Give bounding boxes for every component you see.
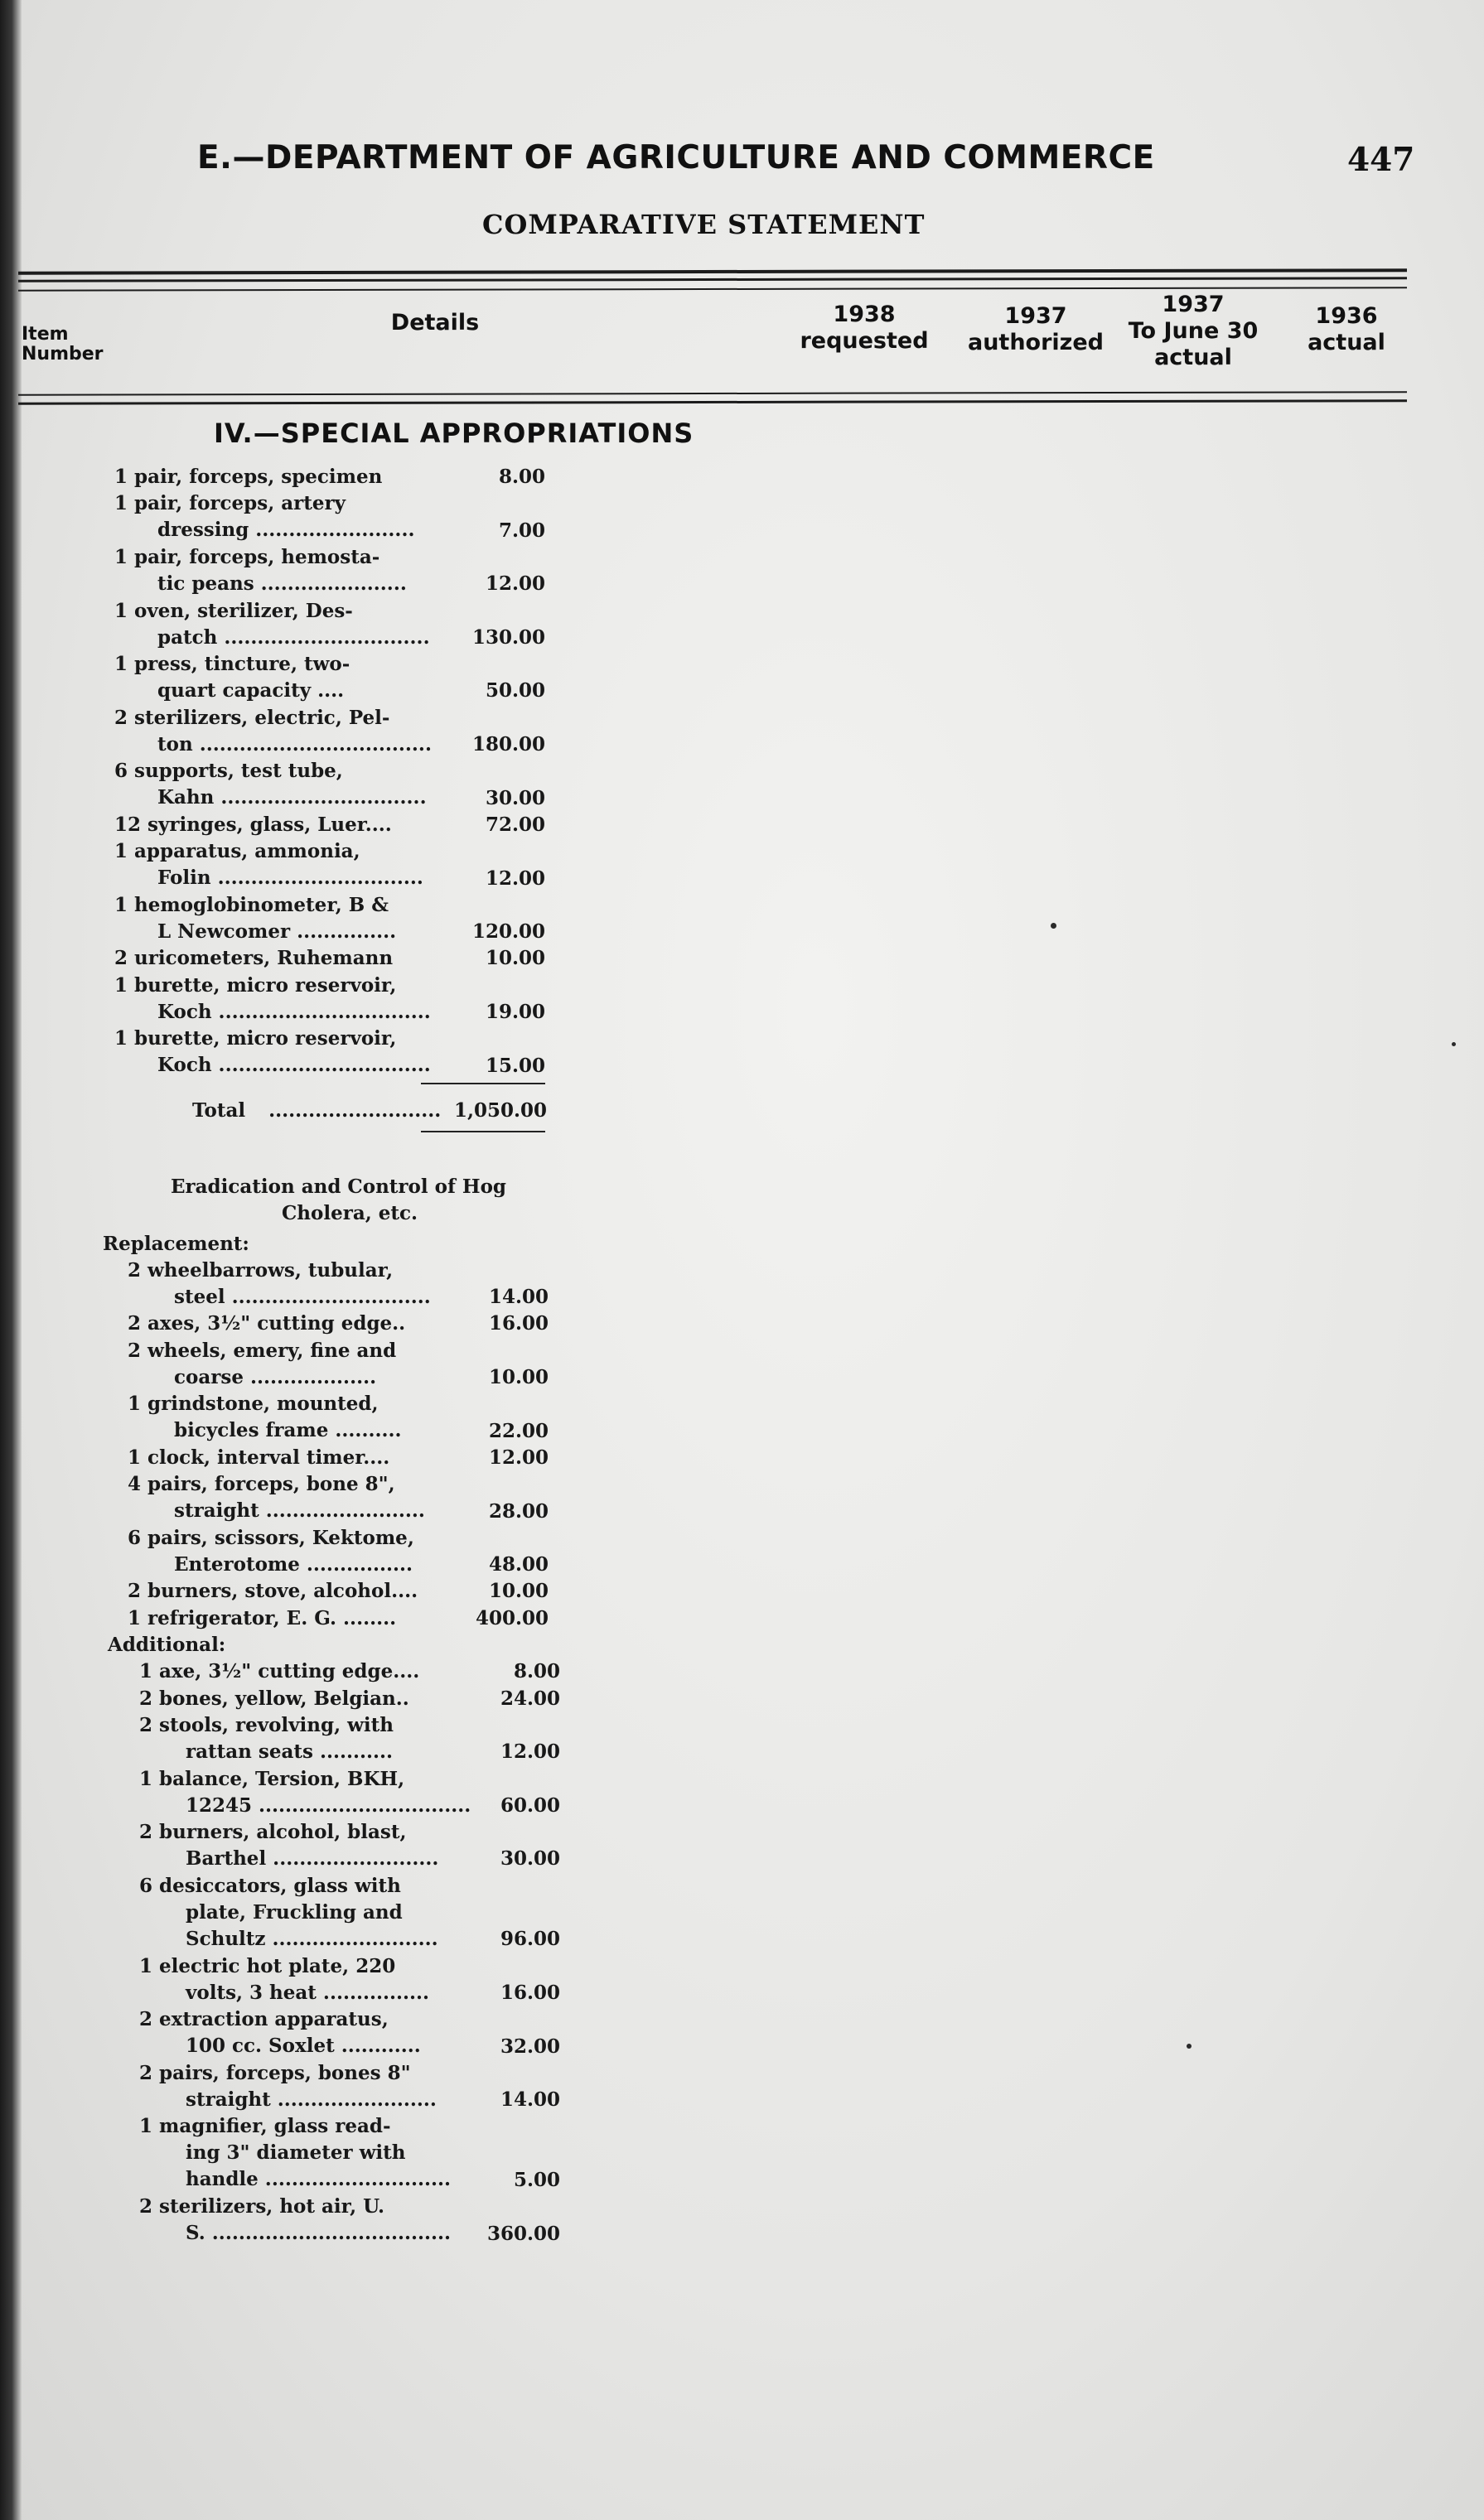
- line-item-text: patch ...............................: [157, 625, 430, 649]
- header-rule-top-third: [18, 287, 1407, 292]
- line-item-amount: 10.00: [488, 1580, 549, 1603]
- line-item-text: Folin ...............................: [157, 867, 423, 890]
- header-rule-bottom: [18, 391, 1407, 396]
- line-item-amount: 22.00: [488, 1419, 549, 1442]
- line-item-amount: 60.00: [500, 1793, 560, 1817]
- line-item-text: Barthel .........................: [186, 1847, 439, 1871]
- line-item-description: [128, 1258, 431, 1311]
- column-header-item-line1: Item: [22, 324, 69, 345]
- line-item-text: 2 axes, 3½" cutting edge..: [128, 1312, 406, 1335]
- line-item-text: steel ..............................: [174, 1285, 431, 1308]
- line-item-amount: 10.00: [488, 1366, 549, 1388]
- line-item-text: straight ........................: [174, 1499, 425, 1523]
- line-item-text: 100 cc. Soxlet ............: [186, 2035, 421, 2058]
- line-item-text: 1 grindstone, mounted,: [128, 1393, 379, 1416]
- line-item-text: S. ....................................: [186, 2222, 452, 2245]
- line-item-description: [128, 1525, 414, 1578]
- column-header-item-number: [22, 325, 113, 364]
- line-item-amount: 10.00: [485, 947, 545, 970]
- line-item-description: [114, 464, 382, 490]
- line-item-text: 1 magnifier, glass read-: [139, 2115, 391, 2138]
- eradication-heading-line: Cholera, etc.: [282, 1202, 418, 1225]
- line-item-amount: 12.00: [485, 867, 545, 890]
- line-item-text: 1 hemoglobinometer, B &: [114, 893, 389, 916]
- line-item-text: Enterotome ................: [174, 1552, 413, 1576]
- column-header-item-line2: Number: [22, 344, 104, 364]
- line-item-text: 6 pairs, scissors, Kektome,: [128, 1526, 414, 1549]
- line-item-text: rattan seats ...........: [186, 1740, 394, 1763]
- line-item-description: [139, 1953, 429, 2006]
- column-header-to-june-label: To June 30: [1128, 318, 1259, 344]
- line-item-amount: 180.00: [471, 733, 545, 756]
- line-item-amount: 5.00: [513, 2169, 560, 2191]
- page-speck: [1452, 1042, 1456, 1046]
- line-item-description: [114, 598, 430, 651]
- line-item-description: [114, 758, 427, 811]
- line-item-description: [128, 1338, 396, 1391]
- section-title: IV.—SPECIAL APPROPRIATIONS: [214, 418, 694, 449]
- line-item-text: Kahn ...............................: [157, 786, 427, 809]
- total-label: [192, 1098, 441, 1124]
- line-item-text: 1 apparatus, ammonia,: [114, 840, 360, 863]
- line-item-text: 1 pair, forceps, artery: [114, 492, 346, 515]
- line-item-amount: 96.00: [500, 1928, 560, 1951]
- line-item-description: [139, 1819, 438, 1872]
- line-item-text: tic peans ......................: [157, 572, 407, 595]
- page-binding-edge: [0, 0, 22, 2520]
- line-item-amount: 16.00: [488, 1312, 549, 1335]
- line-item-description: [139, 2113, 451, 2193]
- line-item-description: [128, 1311, 405, 1337]
- line-item-text: Koch ................................: [157, 1054, 431, 1077]
- line-item-text: 6 supports, test tube,: [114, 760, 343, 783]
- line-item-text: bicycles frame ..........: [174, 1419, 402, 1442]
- line-item-amount: 8.00: [513, 1660, 560, 1683]
- line-item-text: dressing ........................: [157, 519, 415, 542]
- line-item-description: [128, 1578, 418, 1605]
- line-item-description: [139, 1766, 471, 1819]
- page-speck: [1187, 2044, 1192, 2049]
- column-header-to-june-year: 1937: [1162, 292, 1225, 317]
- header-rule-top-second: [18, 277, 1407, 282]
- line-item-amount: 28.00: [488, 1499, 549, 1523]
- line-item-text: 2 wheels, emery, fine and: [128, 1339, 397, 1362]
- page-number: 447: [1347, 141, 1415, 179]
- line-item-amount: 400.00: [475, 1606, 549, 1629]
- line-item-text: 2 extraction apparatus,: [139, 2008, 389, 2031]
- line-item-amount: 50.00: [485, 679, 545, 702]
- line-item-text: Schultz .........................: [186, 1927, 438, 1950]
- line-item-description: [114, 651, 350, 704]
- line-item-description: [128, 1605, 396, 1632]
- line-item-description: [128, 1445, 389, 1471]
- column-header-details: [340, 310, 530, 336]
- line-item-text: straight ........................: [186, 2088, 437, 2111]
- line-item-amount: 14.00: [488, 1286, 549, 1309]
- line-item-description: [128, 1391, 401, 1444]
- line-item-text: 1 electric hot plate, 220: [139, 1954, 396, 1977]
- line-item-amount: 15.00: [485, 1054, 545, 1077]
- line-item-text: 1 axe, 3½" cutting edge....: [139, 1660, 420, 1683]
- total-rule-below: [421, 1131, 545, 1132]
- replacement-label: Replacement:: [103, 1232, 249, 1255]
- line-item-description: [114, 973, 431, 1026]
- line-item-amount: 120.00: [471, 920, 545, 944]
- column-header-1937-authorized: [961, 303, 1110, 356]
- column-header-1936-year: 1936: [1315, 303, 1378, 329]
- line-item-description: [139, 2006, 421, 2059]
- column-header-1937-to-june: [1119, 292, 1268, 371]
- line-item-description: [114, 812, 392, 838]
- column-header-1936-actual: [1293, 303, 1400, 356]
- line-item-text: coarse ...................: [174, 1365, 377, 1388]
- line-item-amount: 48.00: [488, 1553, 549, 1576]
- line-item-text: 2 burners, stove, alcohol....: [128, 1580, 418, 1603]
- total-rule-above: [421, 1083, 545, 1084]
- line-item-description: [139, 2194, 451, 2247]
- additional-label: Additional:: [108, 1634, 226, 1656]
- line-item-amount: 130.00: [471, 625, 545, 649]
- line-item-amount: 72.00: [485, 813, 545, 836]
- line-item-description: [114, 892, 396, 945]
- line-item-text: 2 burners, alcohol, blast,: [139, 1821, 407, 1844]
- line-item-text: 2 pairs, forceps, bones 8": [139, 2061, 411, 2084]
- line-item-amount: 30.00: [500, 1847, 560, 1871]
- line-item-description: [114, 1026, 431, 1079]
- line-item-text: 1 oven, sterilizer, Des-: [114, 599, 353, 622]
- line-item-text: L Newcomer ...............: [157, 920, 397, 943]
- line-item-description: [114, 705, 432, 758]
- line-item-text: 1 pair, forceps, hemosta-: [114, 545, 380, 568]
- line-item-amount: 12.00: [485, 572, 545, 596]
- line-item-text: plate, Fruckling and: [186, 1900, 403, 1924]
- line-item-description: [139, 1712, 394, 1765]
- line-item-text: 1 burette, micro reservoir,: [114, 1027, 397, 1050]
- line-item-description: [139, 1658, 419, 1685]
- total-label-text: Total: [192, 1098, 246, 1122]
- line-item-text: 12245 ................................: [186, 1793, 471, 1817]
- header-rule-bottom-second: [18, 399, 1407, 405]
- line-item-text: 1 press, tincture, two-: [114, 653, 350, 676]
- line-item-description: [139, 1873, 438, 1953]
- line-item-amount: 24.00: [500, 1687, 560, 1710]
- statement-title: COMPARATIVE STATEMENT: [482, 209, 926, 240]
- line-item-text: 2 wheelbarrows, tubular,: [128, 1258, 394, 1282]
- line-item-text: 1 pair, forceps, specimen: [114, 466, 383, 488]
- line-item-description: [114, 945, 393, 972]
- line-item-text: 4 pairs, forceps, bone 8",: [128, 1473, 395, 1496]
- line-item-text: ton ...................................: [157, 732, 432, 756]
- line-item-amount: 19.00: [485, 1001, 545, 1023]
- line-item-description: [128, 1471, 425, 1524]
- column-header-1938-requested: [794, 302, 935, 355]
- total-leader-dots: ..........................: [268, 1098, 442, 1122]
- line-item-description: [139, 1686, 409, 1712]
- line-item-text: 1 balance, Tersion, BKH,: [139, 1767, 405, 1790]
- line-item-text: 1 refrigerator, E. G. ........: [128, 1606, 397, 1629]
- line-item-text: 2 sterilizers, hot air, U.: [139, 2195, 385, 2218]
- line-item-amount: 30.00: [485, 786, 545, 809]
- line-item-text: 1 clock, interval timer....: [128, 1446, 390, 1469]
- line-item-text: Koch ................................: [157, 1000, 431, 1023]
- line-item-text: 2 bones, yellow, Belgian..: [139, 1687, 409, 1710]
- line-item-text: 6 desiccators, glass with: [139, 1874, 401, 1897]
- column-header-1938-label: requested: [800, 328, 929, 354]
- line-item-text: 2 stools, revolving, with: [139, 1713, 394, 1736]
- column-header-1937-year: 1937: [1004, 303, 1067, 329]
- column-header-1937-label: authorized: [967, 330, 1105, 355]
- total-amount: 1,050.00: [453, 1098, 547, 1122]
- line-item-text: quart capacity ....: [157, 679, 345, 702]
- column-header-1936-label: actual: [1308, 330, 1385, 355]
- line-item-text: volts, 3 heat ................: [186, 1981, 430, 2004]
- line-item-description: [139, 2060, 437, 2113]
- line-item-amount: 7.00: [498, 519, 545, 542]
- line-item-text: handle ............................: [186, 2168, 452, 2191]
- line-item-description: [114, 544, 407, 597]
- running-head: E.—DEPARTMENT OF AGRICULTURE AND COMMERCE: [197, 139, 1155, 176]
- column-header-details-label: Details: [390, 310, 480, 336]
- line-item-amount: 12.00: [488, 1446, 549, 1469]
- line-item-text: 1 burette, micro reservoir,: [114, 973, 397, 997]
- header-rule-top: [18, 268, 1407, 275]
- column-header-1938-year: 1938: [833, 302, 896, 327]
- line-item-amount: 360.00: [486, 2222, 560, 2245]
- line-item-text: 2 uricometers, Ruhemann: [114, 947, 394, 970]
- column-header-to-june-actual: actual: [1154, 345, 1232, 370]
- line-item-amount: 32.00: [500, 2035, 560, 2058]
- line-item-amount: 8.00: [498, 466, 545, 488]
- line-item-text: 2 sterilizers, electric, Pel-: [114, 706, 390, 729]
- line-item-text: 12 syringes, glass, Luer....: [114, 813, 392, 836]
- line-item-description: [114, 490, 414, 543]
- line-item-amount: 14.00: [500, 2088, 560, 2112]
- eradication-heading-line: Eradication and Control of Hog: [171, 1175, 507, 1198]
- page-speck: [1051, 923, 1056, 929]
- line-item-amount: 12.00: [500, 1740, 560, 1764]
- line-item-description: [114, 838, 423, 891]
- line-item-amount: 16.00: [500, 1981, 560, 2004]
- line-item-text: ing 3" diameter with: [186, 2141, 406, 2165]
